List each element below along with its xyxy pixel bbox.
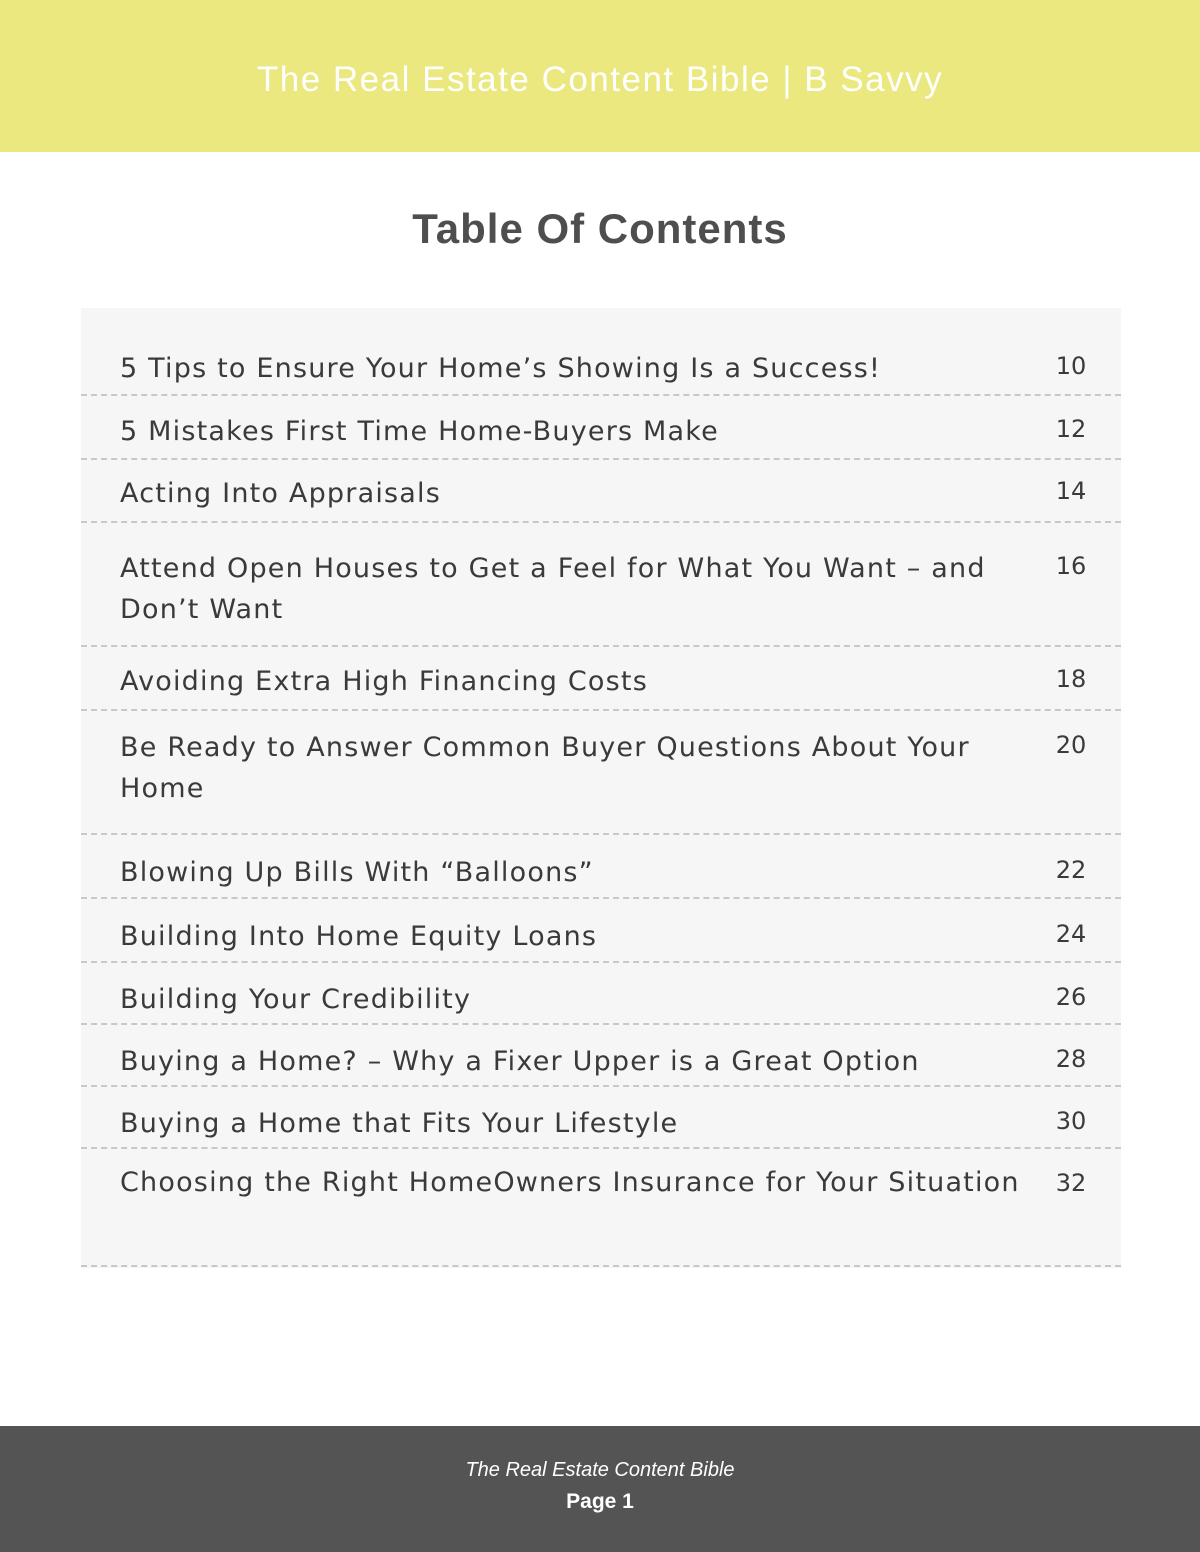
toc-entry-page: 12: [1055, 415, 1087, 443]
header-title: The Real Estate Content Bible | B Savvy: [256, 60, 944, 99]
toc-entry-title: Acting Into Appraisals: [120, 478, 442, 509]
toc-divider: [81, 1085, 1121, 1087]
footer-page-number: Page 1: [566, 1490, 634, 1513]
toc-entry-title: Buying a Home? – Why a Fixer Upper is a Great Option: [120, 1046, 920, 1077]
toc-divider: [81, 645, 1121, 647]
page-title: Table Of Contents: [412, 205, 788, 252]
toc-divider: [81, 1147, 1121, 1149]
toc-entry-title: Building Your Credibility: [120, 984, 472, 1015]
toc-divider: [81, 1265, 1121, 1267]
toc-entry-page: 10: [1055, 352, 1087, 380]
toc-entry-page: 28: [1055, 1045, 1087, 1073]
toc-entry-page: 20: [1055, 731, 1087, 759]
toc-entry-title: Be Ready to Answer Common Buyer Questions About Your Home: [120, 732, 970, 804]
toc-entry-page: 22: [1055, 856, 1087, 884]
footer-book-title: The Real Estate Content Bible: [465, 1459, 735, 1481]
toc-divider: [81, 709, 1121, 711]
toc-entry-page: 32: [1055, 1169, 1087, 1197]
toc-entry-title: Buying a Home that Fits Your Lifestyle: [120, 1108, 679, 1139]
page-footer: [0, 1426, 1200, 1552]
toc-entry-title: Attend Open Houses to Get a Feel for What You Want – and Don’t Want: [120, 553, 986, 625]
toc-entry-title: 5 Mistakes First Time Home-Buyers Make: [120, 416, 719, 447]
page-header: [0, 0, 1200, 152]
toc-entry-title: Blowing Up Bills With “Balloons”: [120, 857, 594, 888]
toc-entry-page: 26: [1055, 983, 1087, 1011]
toc-divider: [81, 1023, 1121, 1025]
toc-entry-title: Avoiding Extra High Financing Costs: [120, 666, 648, 697]
toc-divider: [81, 394, 1121, 396]
toc-entry-page: 30: [1055, 1107, 1087, 1135]
toc-entry-page: 16: [1055, 552, 1087, 580]
toc-entry-title: Building Into Home Equity Loans: [120, 921, 598, 952]
toc-entry-title: Choosing the Right HomeOwners Insurance for Your Situation: [120, 1167, 1020, 1198]
toc-entry-page: 14: [1055, 477, 1087, 505]
toc-entry-title: 5 Tips to Ensure Your Home’s Showing Is a Success!: [120, 353, 882, 384]
table-of-contents: [81, 308, 1121, 1268]
toc-entry-page: 24: [1055, 920, 1087, 948]
toc-entry-page: 18: [1055, 665, 1087, 693]
toc-divider: [81, 521, 1121, 523]
toc-divider: [81, 833, 1121, 835]
toc-divider: [81, 458, 1121, 460]
toc-divider: [81, 961, 1121, 963]
toc-divider: [81, 897, 1121, 899]
